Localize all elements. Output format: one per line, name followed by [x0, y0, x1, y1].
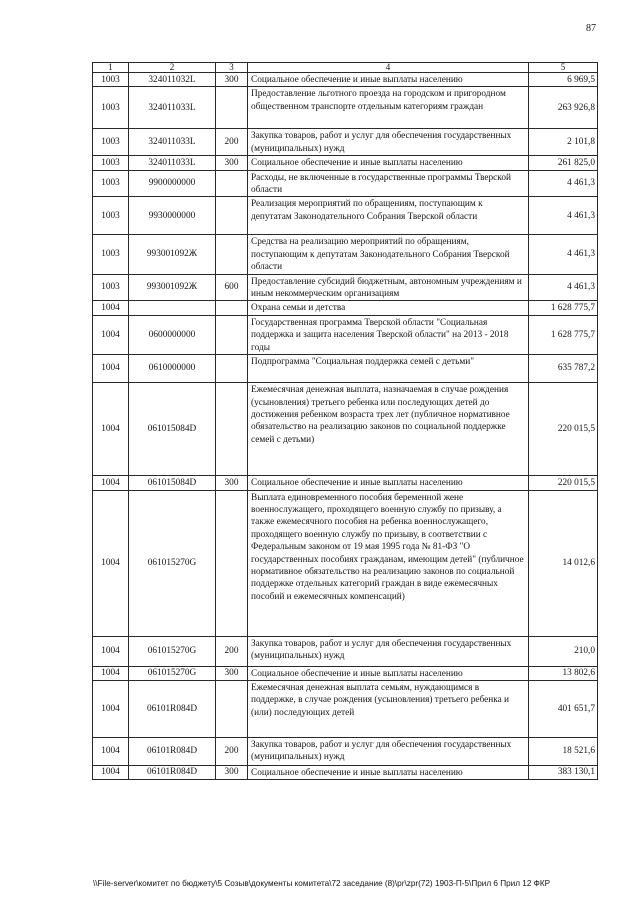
expense-type-code [216, 235, 248, 274]
table-row [93, 666, 598, 680]
table-row [93, 235, 598, 274]
section-code: 1004 [93, 383, 129, 476]
page-number: 87 [586, 23, 596, 34]
item-description: Закупка товаров, работ и услуг для обеспечения государственных (муниципальных) нужд [248, 636, 529, 666]
expense-type-code: 300 [216, 476, 248, 490]
table-row [93, 680, 598, 737]
section-code: 1003 [93, 87, 129, 129]
item-description: Предоставление льготного проезда на городском и пригородном общественном транспорте отдельным категориям граждан [248, 87, 529, 129]
table-row [93, 737, 598, 765]
table-row [93, 490, 598, 636]
target-article-code: 9900000000 [129, 170, 216, 197]
expense-type-code [216, 680, 248, 737]
column-header: 1 [93, 63, 129, 73]
table-row [93, 87, 598, 129]
amount: 220 015,5 [529, 476, 598, 490]
target-article-code: 993001092Ж [129, 235, 216, 274]
expense-type-code: 300 [216, 666, 248, 680]
expense-type-code [216, 315, 248, 354]
target-article-code: 06101R084D [129, 680, 216, 737]
item-description: Социальное обеспечение и иные выплаты населению [248, 156, 529, 170]
column-header: 5 [529, 63, 598, 73]
section-code: 1003 [93, 156, 129, 170]
section-code: 1004 [93, 737, 129, 765]
amount: 4 461,3 [529, 235, 598, 274]
target-article-code [129, 301, 216, 315]
expense-type-code: 200 [216, 636, 248, 666]
table-row [93, 301, 598, 315]
expense-type-code [216, 301, 248, 315]
target-article-code: 06101R084D [129, 765, 216, 779]
amount: 6 969,5 [529, 73, 598, 87]
section-code: 1003 [93, 73, 129, 87]
budget-table [92, 62, 598, 780]
section-code: 1004 [93, 666, 129, 680]
target-article-code: 061015084D [129, 476, 216, 490]
amount: 210,0 [529, 636, 598, 666]
item-description: Подпрограмма "Социальная поддержка семей с детьми" [248, 355, 529, 383]
expense-type-code: 200 [216, 129, 248, 156]
item-description: Закупка товаров, работ и услуг для обеспечения государственных (муниципальных) нужд [248, 737, 529, 765]
column-header: 3 [216, 63, 248, 73]
item-description: Реализация мероприятий по обращениям, поступающим к депутатам Законодательного Собрания Тверской области [248, 197, 529, 235]
table-row [93, 156, 598, 170]
amount: 383 130,1 [529, 765, 598, 779]
table-row [93, 129, 598, 156]
amount: 1 628 775,7 [529, 301, 598, 315]
section-code: 1003 [93, 170, 129, 197]
amount: 220 015,5 [529, 383, 598, 476]
section-code: 1003 [93, 235, 129, 274]
table-row [93, 765, 598, 779]
expense-type-code [216, 87, 248, 129]
section-code: 1004 [93, 315, 129, 354]
expense-type-code: 300 [216, 73, 248, 87]
target-article-code: 324011033L [129, 87, 216, 129]
item-description: Предоставление субсидий бюджетным, автономным учреждениям и иным некоммерческим организациям [248, 274, 529, 301]
table-row [93, 197, 598, 235]
target-article-code: 324011033L [129, 129, 216, 156]
table-row [93, 383, 598, 476]
amount: 261 825,0 [529, 156, 598, 170]
table-row [93, 476, 598, 490]
item-description: Средства на реализацию мероприятий по обращениям, поступающим к депутатам Законодательного Собрания Тверской области [248, 235, 529, 274]
section-code: 1003 [93, 197, 129, 235]
target-article-code: 061015270G [129, 490, 216, 636]
target-article-code: 324011033L [129, 156, 216, 170]
expense-type-code [216, 490, 248, 636]
amount: 635 787,2 [529, 355, 598, 383]
section-code: 1004 [93, 765, 129, 779]
amount: 13 802,6 [529, 666, 598, 680]
footer-file-path: \\File-server\комитет по бюджету\5 Созыв\документы комитета\72 заседание (8)\pr\zpr(72) 1903-П-5\Прил 6 Прил 12 ФКР [93, 879, 551, 888]
item-description: Социальное обеспечение и иные выплаты населению [248, 666, 529, 680]
target-article-code: 061015270G [129, 666, 216, 680]
target-article-code: 0600000000 [129, 315, 216, 354]
item-description: Социальное обеспечение и иные выплаты населению [248, 765, 529, 779]
expense-type-code [216, 383, 248, 476]
table-header-row [93, 63, 598, 73]
item-description: Выплата единовременного пособия беременной жене военнослужащего, проходящего военную службу по призыву, а также ежемесячного пособия на ребенка военнослужащего, проходящего военную службу по призыву, в соответствии с Федеральным законом от 19 мая 1995 года № 81-ФЗ "О государственных пособиях гражданам, имеющим детей" (публичное нормативное обязательство на реализацию законов по социальной поддержке отдельных категорий граждан в виде ежемесячных пособий и ежемесячных компенсаций) [248, 490, 529, 636]
expense-type-code [216, 197, 248, 235]
table-row [93, 274, 598, 301]
item-description: Ежемесячная денежная выплата семьям, нуждающимся в поддержке, в случае рождения (усыновления) третьего ребенка и (или) последующих детей [248, 680, 529, 737]
table-row [93, 170, 598, 197]
column-header: 2 [129, 63, 216, 73]
table-row [93, 315, 598, 354]
table-row [93, 636, 598, 666]
target-article-code: 061015084D [129, 383, 216, 476]
column-header: 4 [248, 63, 529, 73]
amount: 4 461,3 [529, 197, 598, 235]
item-description: Закупка товаров, работ и услуг для обеспечения государственных (муниципальных) нужд [248, 129, 529, 156]
target-article-code: 06101R084D [129, 737, 216, 765]
amount: 1 628 775,7 [529, 315, 598, 354]
item-description: Социальное обеспечение и иные выплаты населению [248, 73, 529, 87]
target-article-code: 061015270G [129, 636, 216, 666]
section-code: 1004 [93, 636, 129, 666]
amount: 14 012,6 [529, 490, 598, 636]
item-description: Ежемесячная денежная выплата, назначаемая в случае рождения (усыновления) третьего ребенка или последующих детей до достижения ребенком возраста трех лет (публичное нормативное обязательство на реализацию законов по социальной поддержке семей с детьми) [248, 383, 529, 476]
table-row [93, 73, 598, 87]
target-article-code: 0610000000 [129, 355, 216, 383]
section-code: 1004 [93, 490, 129, 636]
expense-type-code: 600 [216, 274, 248, 301]
section-code: 1004 [93, 476, 129, 490]
item-description: Расходы, не включенные в государственные программы Тверской области [248, 170, 529, 197]
expense-type-code [216, 355, 248, 383]
table-row [93, 355, 598, 383]
amount: 2 101,8 [529, 129, 598, 156]
section-code: 1003 [93, 129, 129, 156]
target-article-code: 993001092Ж [129, 274, 216, 301]
amount: 18 521,6 [529, 737, 598, 765]
item-description: Государственная программа Тверской области "Социальная поддержка и защита населения Тверской области" на 2013 - 2018 годы [248, 315, 529, 354]
section-code: 1004 [93, 301, 129, 315]
expense-type-code: 300 [216, 156, 248, 170]
item-description: Охрана семьи и детства [248, 301, 529, 315]
section-code: 1004 [93, 355, 129, 383]
section-code: 1003 [93, 274, 129, 301]
item-description: Социальное обеспечение и иные выплаты населению [248, 476, 529, 490]
expense-type-code: 200 [216, 737, 248, 765]
amount: 401 651,7 [529, 680, 598, 737]
amount: 4 461,3 [529, 170, 598, 197]
amount: 4 461,3 [529, 274, 598, 301]
target-article-code: 9930000000 [129, 197, 216, 235]
expense-type-code: 300 [216, 765, 248, 779]
amount: 263 926,8 [529, 87, 598, 129]
target-article-code: 324011032L [129, 73, 216, 87]
section-code: 1004 [93, 680, 129, 737]
expense-type-code [216, 170, 248, 197]
